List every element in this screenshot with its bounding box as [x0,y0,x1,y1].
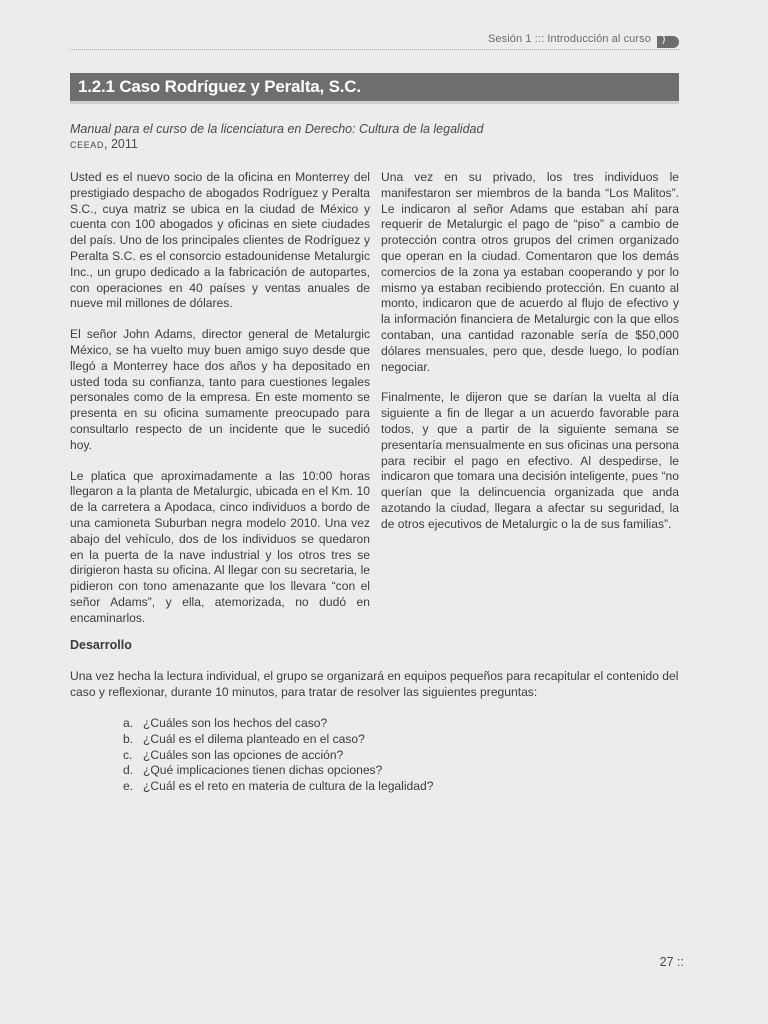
question-letter: b. [123,731,134,746]
question-text: ¿Cuál es el dilema planteado en el caso? [143,731,365,746]
question-letter: e. [123,779,134,794]
question-item [123,763,623,779]
question-item [123,732,623,748]
running-header [70,33,679,50]
question-letter: d. [123,763,134,778]
question-text: ¿Cuáles son los hechos del caso? [143,716,328,730]
source-title: Manual para el curso de la licenciatura en Derecho: Cultura de la legalidad [70,122,484,136]
source-meta [70,137,679,151]
development-intro: Una vez hecha la lectura individual, el grupo se organizará en equipos pequeños para recapitular el contenido del caso y reflexionar, durante 10 minutos, para tratar de resolver las siguientes preguntas: [70,669,679,699]
development-heading: Desarrollo [70,638,132,652]
question-letter: a. [123,716,134,730]
case-title: 1.2.1 Caso Rodríguez y Peralta, S.C. [78,77,361,96]
question-letter: c. [123,747,133,762]
right-column [381,170,679,548]
section-tab-marker [657,36,679,48]
question-text: ¿Cuáles son las opciones de acción? [143,747,344,762]
body-paragraph: Usted es el nuevo socio de la oficina en Monterrey del prestigiado despacho de abogados Rodríguez y Peralta S.C., cuya matriz se ubica en la ciudad de México y cuenta con 100 abogados y oficinas en siete ciudades del país. Uno de los principales clientes de Rodríguez y Peralta S.C. es el consorcio estadounidense Metalurgic Inc., un grupo dedicado a la fabricación de autopartes, con operaciones en 40 países y ventas anuales de nueve mil millones de dólares. [70,170,370,311]
source-org: CEEAD [70,140,105,150]
page-number: 27 :: [659,955,684,969]
tab-glyph: ) [662,34,666,45]
question-list [123,716,623,795]
left-column [70,170,370,642]
source-year: , 2011 [104,137,138,151]
body-paragraph: Finalmente, le dijeron que se darían la vuelta al día siguiente a fin de llegar a un acuerdo favorable para todos, y que a partir de la siguiente semana se presentaría mensualmente en sus oficinas una persona para recibir el pago en efectivo. Al despedirse, le indicaron que tomara una decisión inteligente, pues “no querían que la delincuencia organizada que anda azotando la ciudad, llegara a afectar su seguridad, la de otros ejecutivos de Metalurgic o la de sus familias”. [381,390,679,531]
body-paragraph: Una vez en su privado, los tres individuos le manifestaron ser miembros de la banda “Los Malitos”. Le indicaron al señor Adams que estaban ahí para requerir de Metalurgic el pago de “piso” a cambio de protección contra otros grupos del crimen organizado que operan en la ciudad. Comentaron que los demás comercios de la zona ya estaban cooperando y por lo mismo ya estaban recibiendo protección. En cuanto al monto, indicaron que de acuerdo al flujo de efectivo y la información financiera de Metalurgic con la que ellos contaban, una cantidad razonable sería de $50,000 dólares mensuales, pero que, desde luego, lo podían negociar. [381,170,679,374]
question-item [123,779,623,795]
question-item [123,716,623,732]
case-title-bar [70,73,679,101]
body-paragraph: El señor John Adams, director general de Metalurgic México, se ha vuelto muy buen amigo suyo desde que llegó a Monterrey hace dos años y ha depositado en usted toda su confianza, tanto para cuestiones legales personales como de la empresa. En este momento se presenta en su oficina sumamente preocupado para consultarlo respecto de un incidente que le sucedió hoy. [70,327,370,452]
question-text: ¿Cuál es el reto en materia de cultura de la legalidad? [143,779,434,794]
question-text: ¿Qué implicaciones tienen dichas opciones? [143,763,383,778]
section-label: Sesión 1 ::: Introducción al curso [488,33,651,45]
body-paragraph: Le platica que aproximadamente a las 10:00 horas llegaron a la planta de Metalurgic, ubicada en el Km. 10 de la carretera a Apodaca, cinco individuos a bordo de una camioneta Suburban negra modelo 2010. Una vez abajo del vehículo, dos de los individuos se quedaron en la puerta de la nave industrial y los otros tres se dirigieron hasta su oficina. Al llegar con su secretaria, le pidieron con tono amenazante que los llevara “con el señor Adams”, y ella, atemorizada, no dudó en encaminarlos. [70,468,370,625]
question-item [123,748,623,764]
